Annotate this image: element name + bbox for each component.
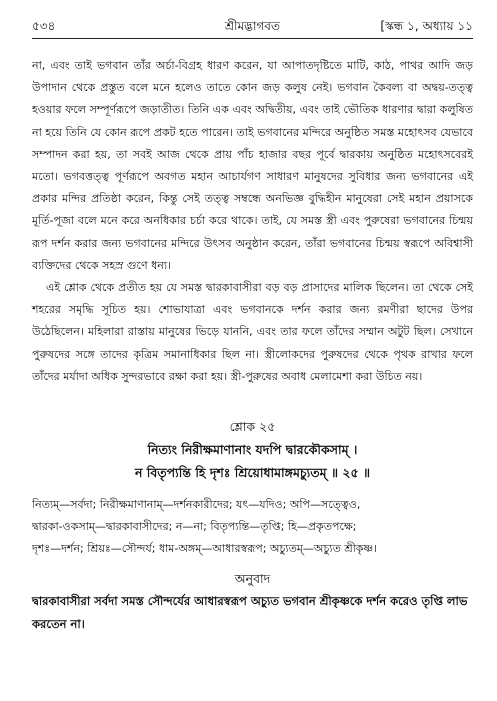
purport-paragraph-2: এই শ্লোক থেকে প্রতীত হয় যে সমস্ত দ্বারকাবাসীরা বড় বড় প্রাসাদের মালিক ছিলেন। তা থেকে সেই শহরের সমৃদ্ধি সূচিত হয়। শোভাযাত্রা এবং ভগবানকে দর্শন করার জন্য রমণীরা ছাদের উপর উঠেছিলেন। মহিলারা রাস্তায় মানুষের ভিড়ে যাননি, এবং তার ফলে তাঁদের সম্মান অটুট ছিল। সেখানে পুরুষদের সঙ্গে তাদের কৃত্রিম সমানাধিকার ছিল না। স্ত্রীলোকদের পুরুষদের থেকে পৃথক রাখার ফলে তাঁদের মর্যাদা অধিক সুন্দরভাবে রক্ষা করা হয়। স্ত্রী-পুরুষের অবাধ মেলামেশা করা উচিত নয়।	[32, 281, 473, 383]
translation-text	[32, 590, 473, 636]
page	[32, 16, 473, 636]
page-number: ৫৩৪	[32, 19, 56, 33]
purport-paragraph-1: না, এবং তাই ভগবান তাঁর অর্চা-বিগ্রহ ধারণ করেন, যা আপাতদৃষ্টিতে মাটি, কাঠ, পাথর আদি জড় উপাদান থেকে প্রস্তুত বলে মনে হলেও তাতে কোন জড় কলুষ নেই। ভগবান কৈবল্য বা অদ্বয়-তত্ত্ব হওয়ার ফলে সম্পূর্ণরূপে জড়াতীত। তিনি এক এবং অদ্বিতীয়, এবং তাই ভৌতিক ধারণার দ্বারা কলুষিত না হয়ে তিনি যে কোন রূপে প্রকট হতে পারেন। তাই ভগবানের মন্দিরে অনুষ্ঠিত সমস্ত মহোৎসব যেভাবে সম্পাদন করা হয়, তা সবই আজ থেকে প্রায় পাঁচ হাজার বছর পূর্বে দ্বারকায় অনুষ্ঠিত মহোৎসবেরই মতো। ভগবত্তত্ত্ব পূর্ণরূপে অবগত মহান আচার্যগণ সাধারণ মানুষদের সুবিধার জন্য ভগবানের এই প্রকার মন্দির প্রতিষ্ঠা করেন, কিন্তু সেই তত্ত্ব সম্বন্ধে অনভিজ্ঞ বুদ্ধিহীন মানুষেরা সেই মহান প্রয়াসকে মূর্তি-পূজা বলে মনে করে অনধিকার চর্চা করে থাকে। তাই, যে সমস্ত স্ত্রী এবং পুরুষেরা ভগবানের চিন্ময় রূপ দর্শন করার জন্য ভগবানের মন্দিরে উৎসব অনুষ্ঠান করেন, তাঁরা ভগবানের চিন্ময় স্বরূপে অবিশ্বাসী ব্যক্তিদের থেকে সহস্র গুণে ধন্য।	[32, 59, 473, 272]
verse-heading: শ্লোক ২৫	[229, 419, 276, 435]
word-meaning-line-2: দ্বারকা-ওকসাম্—দ্বারকাবাসীদের; ন—না; বিতৃপ্যন্তি—তৃপ্তি; হি—প্রকৃতপক্ষে;	[32, 520, 357, 534]
translation-heading: অনুবাদ	[234, 571, 271, 587]
translation-paragraph: দ্বারকাবাসীরা সর্বদা সমস্ত সৌন্দর্যের আধারস্বরূপ অচ্যুত ভগবান শ্রীকৃষ্ণকে দর্শন করেও তৃপ্তি লাভ করতেন না।	[32, 594, 468, 632]
word-meanings	[32, 494, 473, 560]
word-meaning-line-3: দৃশঃ—দর্শন; শ্রিয়ঃ—সৌন্দর্য; ধাম-অঙ্গম্—আধারস্বরূপ; অচ্যুতম্—অচ্যুত শ্রীকৃষ্ণ।	[32, 542, 377, 556]
book-title: শ্রীমদ্ভাগবত	[224, 19, 280, 33]
chapter-reference: [স্কন্ধ ১, অধ্যায় ১১	[380, 19, 473, 33]
word-meaning-line-1: নিত্যম্—সর্বদা; নিরীক্ষমাণানাম্—দর্শনকারীদের; যৎ—যদিও; অপি—সত্ত্বেও,	[32, 498, 361, 512]
purport-text	[32, 55, 473, 388]
verse-line-1: নিত্যং নিরীক্ষমাণানাং যদপি দ্বারকৌকসাম্ ।	[147, 442, 358, 458]
verse-line-2: ন বিতৃপ্যন্তি হি দৃশঃ শ্রিয়োধামাঙ্গমচ্যুতম্ ॥ ২৫ ॥	[134, 465, 371, 481]
running-header	[32, 16, 473, 36]
header-rule	[32, 38, 473, 39]
